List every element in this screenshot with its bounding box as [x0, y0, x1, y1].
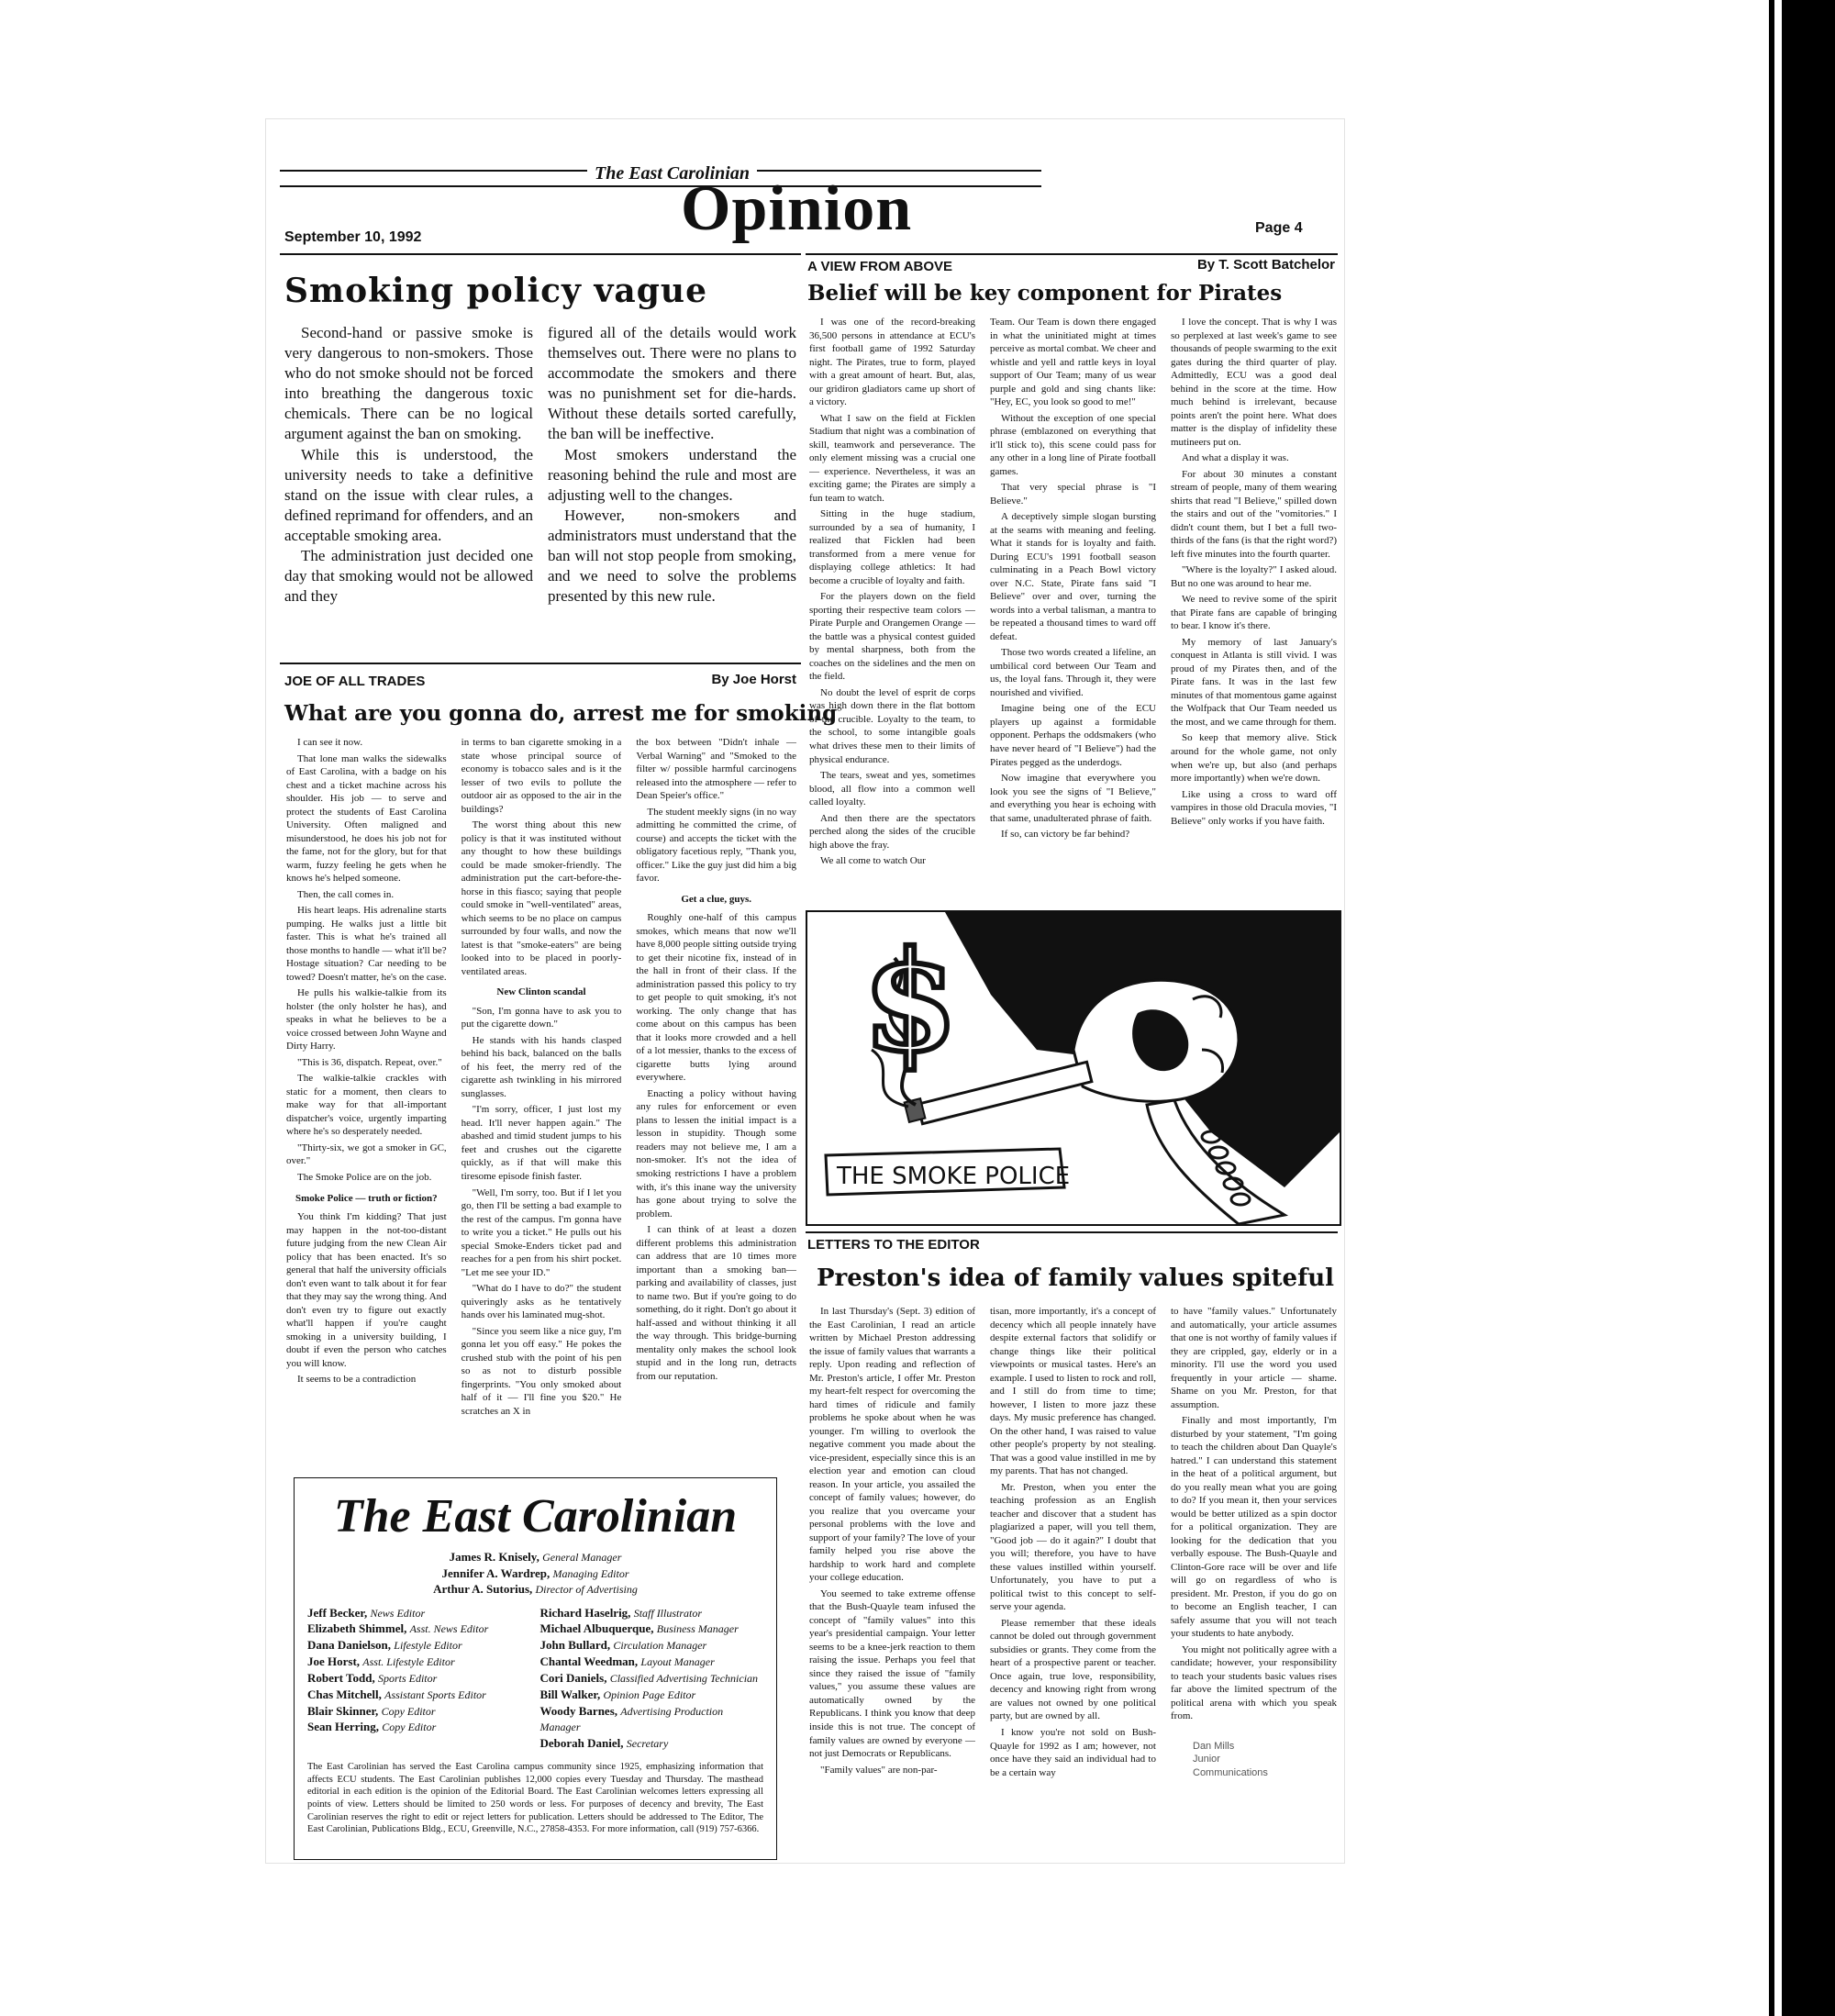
- cartoon-caption: THE SMOKE POLICE: [837, 1163, 1071, 1190]
- editorial-rule: [280, 253, 801, 255]
- joe-kicker: JOE OF ALL TRADES: [284, 674, 426, 689]
- joe-headline: What are you gonna do, arrest me for smoking: [284, 701, 838, 726]
- page-number: Page 4: [1255, 220, 1303, 236]
- masthead-rule-mid: [280, 185, 1041, 187]
- scott-byline: By T. Scott Batchelor: [1196, 257, 1335, 273]
- letters-col-1: In last Thursday's (Sept. 3) edition of the East Carolinian, I read an article written by Michael Preston addressing the issue of family values that warrants a reply. Upon reading and reflection of Mr. Preston's article, I offer Mr. Preston my heart-felt respect for overcoming the hard times of ridicule and family problems he spoke about when he was younger. I'm willing to overlook the negative comment you made about the vice-president, especially since this is an election year and emotion can cloud reason. In your article, you assailed the concept of family values; however, do you realize that you overcame your personal problems with the love and support of your family? The love of your family helped you rise above the hardship to work hard and complete your college education. You seemed to take extreme offense that the Bush-Quayle team infused the concept of "family values" into this year's presidential campaign. Your letter seems to be a knee-jerk reaction to them raising the issue. Perhaps you feel that since they raised the issue of "family values," you assume these values are automatically owned by the Republicans. I think you know that deep inside this is not true. The concept of family values are owned by everyone — not just Democrats or Republicans. "Family values" are non-par-: [809, 1306, 975, 1776]
- staff-top: James R. Knisely, General Manager Jennifer A. Wardrep, Managing Editor Arthur A. Sutorius, Director of Advertising: [433, 1550, 638, 1597]
- joe-byline: By Joe Horst: [711, 672, 796, 687]
- staff-right: Richard Haselrig, Staff Illustrator Michael Albuquerque, Business Manager John Bullard, Circulation Manager Chantal Weedman, Layout Manager Cori Daniels, Classified Advertising Technician Bill Walker, Opinion Page Editor Woody Barnes, Advertising Production Manager Deborah Daniel, Secretary: [539, 1605, 759, 1751]
- staff-box: [294, 1477, 777, 1860]
- joe-subhead-2: New Clinton scandal: [496, 986, 586, 998]
- scott-body: [809, 316, 1337, 903]
- staff-box-note: The East Carolinian has served the East Carolina campus community since 1925, emphasizing information that affects ECU students. The East Carolinian publishes 12,000 copies every Tuesday and Thursday. The masthead editorial in each edition is the opinion of the Editorial Board. The East Carolinian welcomes letters expressing all points of view. Letters should be limited to 250 words or less. For purposes of decency and brevity, The East Carolinian reserves the right to edit or reject letters for publication. Letters should be addressed to The Editor, The East Carolinian, Publications Bldg., ECU, Greenville, N.C., 27858-4353. For more information, call (919) 757-6366.: [307, 1762, 763, 1835]
- cartoon-drawing: [807, 912, 1340, 1224]
- staff-left: Jeff Becker, News Editor Elizabeth Shimmel, Asst. News Editor Dana Danielson, Lifestyle Editor Joe Horst, Asst. Lifestyle Editor Robert Todd, Sports Editor Chas Mitchell, Assistant Sports Editor Blair Skinner, Copy Editor Sean Herring, Copy Editor: [307, 1605, 489, 1734]
- dateline: September 10, 1992: [284, 229, 422, 245]
- letters-rule: [806, 1231, 1338, 1233]
- newspaper-page: [266, 119, 1344, 1863]
- scott-col-3: I love the concept. That is why I was so perplexed at last week's game to see thousands of people swarming to the exit gates during the third quarter of play. Admittedly, ECU was a good deal behind in the score at the time. How much behind is irrelevant, because points aren't the point here. What does matter is the display of infidelity these mutineers put on. And what a display it was. For about 30 minutes a constant stream of people, many of them wearing shirts that read "I Believe," spilled down the stairs and out of the "vomitories." I didn't count them, but I bet a full two-thirds of the fans (is that the right word?) left five minutes into the fourth quarter. "Where is the loyalty?" I asked aloud. But no one was around to hear me. We need to revive some of the spirit that Pirate fans are capable of bringing to bear. I know it's there. My memory of last January's conquest in Atlanta is still vivid. I was proud of my Pirates then, and of the Pirate fans. It was in the last few minutes of that momentous game against the Wolfpack that Our Team needed us the most, and we came through for them. So keep that memory alive. Stick around for the whole game, not only when we're up, but also (and perhaps more importantly) when we're down. Like using a cross to ward off vampires in those old Dracula movies, "I Believe" only works if you have faith.: [1171, 317, 1337, 827]
- joe-subhead-3: Get a clue, guys.: [681, 893, 752, 905]
- letters-headline: Preston's idea of family values spiteful: [817, 1264, 1335, 1292]
- scanner-border: [1782, 0, 1835, 2016]
- section-title: Opinion: [681, 173, 913, 244]
- letters-col-3: to have "family values." Unfortunately and automatically, your article assumes that one is not worthy of family values if they are crippled, gay, elderly or in a minority. I'll use the word you used frequently in your article — shame. Shame on you Mr. Preston, for that assumption. Finally and most importantly, I'm disturbed by your statement, "I'm going to teach the children about Dan Quayle's hatred." I can understand this statement in the heat of a political argument, but do you really mean what you are going to do? If you mean it, then your services would be better utilized as a spin doctor for a political organization. They are looking for the dedication that you verbally espouse. The Bush-Quayle and Clinton-Gore race will be over and life will go on regardless of who is president. Mr. Preston, if you do go on to become an English teacher, I can safely assume that you will not teach your students to hate anybody. You might not politically agree with a candidate; however, your responsibility to teach your students basic values rises far above the limited spectrum of the political arena with which you speak from. Dan Mills Junior Communications: [1171, 1306, 1337, 1778]
- joe-col-3: the box between "Didn't inhale — Verbal Warning" and "Smoked to the filter w/ possible harmful carcinogens released into the atmosphere — refer to Dean Speier's office." The student meekly signs (in no way admitting he committed the crime, of course) and accepts the ticket with the obligatory facetious reply, "Thank you, officer." Like the guy just did him a big favor. Get a clue, guys. Roughly one-half of this campus smokes, which means that now we'll have 8,000 people sitting outside trying to get their nicotine fix, instead of in the hall in front of their class. If the administration passed this policy to try to get people to quit smoking, it's not working. The only change that has come about on this campus has been that it looks more crowded and a hell of a lot messier, thanks to the excess of cigarette butts lying around everywhere. Enacting a policy without having any rules for enforcement or even plans to lessen the initial impact is a lesson in stupidity. Though some readers may not believe me, I am a non-smoker. It's not the idea of smoking restrictions I have a problem with, it's this inane way the university has gone about trying to solve the problem. I can think of at least a dozen different problems this administration can address that are 10 times more important than a smoking ban—parking and availability of classes, just to name two. But if you're going to do something, do it right. Don't go about it half-assed and without thinking it all the way through. This bridge-burning mentality only makes the school look stupid and in the long run, detracts from our reputation.: [636, 737, 797, 1382]
- joe-col-2: in terms to ban cigarette smoking in a state whose principal source of economy is tobacco sales and is it the lesser of two evils to pollute the outdoor air as opposed to the air in the buildings? The worst thing about this new policy is that it was instituted without any thought to how these buildings could be made smoker-friendly. The administration put the cart-before-the-horse in this fiasco; saying that people could smoke in "well-ventilated" areas, which seems to be no place on campus surrounded by four walls, and now the latest is that "smoke-eaters" are being looked into to be placed in poorly-ventilated areas. New Clinton scandal "Son, I'm gonna have to ask you to put the cigarette down." He stands with his hands clasped behind his back, balanced on the balls of his feet, the merry red of the cigarette ash twinkling in his mirrored sunglasses. "I'm sorry, officer, I just lost my head. It'll never happen again." The abashed and timid student jumps to his feet and crushes out the cigarette quickly, as if that will make this tiresome episode finish faster. "Well, I'm sorry, too. But if I let you go, then I'll be setting a bad example to the rest of the campus. I'm gonna have to write you a ticket." He pulls out his special Smoke-Enders ticket pad and reaches for a pen from his shirt pocket. "Let me see your ID." "What do I have to do?" the student quiveringly asks as he tentatively hands over his laminated mug-shot. "Since you seem like a nice guy, I'm gonna let you off easy." He pokes the crushed stub with the point of his pen so as not to disturb possible fingerprints. "You only smoked about half of it — I'll fine you $20." He scratches an X in: [461, 737, 622, 1417]
- editorial-body: [284, 323, 796, 652]
- joe-col-1: I can see it now. That lone man walks the sidewalks of East Carolina, with a badge on his chest and a ticket machine across his shoulder. His job — to serve and protect the students of East Carolina University. Often maligned and misunderstood, he does his job not for the fame, not for the glory, but for that warm, fuzzy feeling he gets when he knows he's helped someone. Then, the call comes in. His heart leaps. His adrenaline starts pumping. He walks just a little bit faster. This is what he's trained all those months to handle — what it'll be? Hostage situation? Car needing to be towed? Doesn't matter, he's on the case. He pulls his walkie-talkie from its holster (the only holster he has), and speaks in what he believes to be a voice crossed between John Wayne and Dirty Harry. "This is 36, dispatch. Repeat, over." The walkie-talkie crackles with static for a moment, then clears to make way for that all-important dispatcher's voice, urgently imparting where he's so desperately needed. "Thirty-six, we got a smoker in GC, over." The Smoke Police are on the job. Smoke Police — truth or fiction? You think I'm kidding? That just may happen in the not-too-distant future judging from the new Clean Air policy that has been enacted. It's so general that half the university officials don't even want to talk about it for fear that they may say the wrong thing. And don't even try to figure out exactly what'll happen if you're caught smoking in a university building, I doubt if even the person who catches you will know. It seems to be a contradiction: [286, 737, 447, 1386]
- scott-rule: [806, 253, 1338, 255]
- joe-body: [286, 736, 796, 1470]
- letters-col-2: tisan, more importantly, it's a concept of decency which all people innately have despite external factors that solidify or change things like their political viewpoints or musical tastes. Here's an example. I used to listen to rock and roll, and I still do from time to time; however, I listen to more jazz these days. My music preference has changed. On the other hand, I was raised to value other people's property by not stealing. That was a good value instilled in me by my parents. That has not changed. Mr. Preston, when you enter the teaching profession as an English teacher and discover that a student has plagiarized a paper, will you tell them, "Good job — do it again?" I doubt that you will; therefore, you have to have these values instilled within yourself. Unfortunately, you have to put a political twist to this concept to self-serve your agenda. Please remember that these ideals cannot be doled out through government subsidies or grants. They come from the heart of a prospective parent or teacher. Once again, true love, responsibility, decency and knowing right from wrong are values not owned by one political party, but are owned by all. I know you're not sold on Bush-Quayle for 1992 as I am; however, not once have they said an individual had to be a certain way: [990, 1306, 1156, 1778]
- paper-name: The East Carolinian: [587, 163, 757, 184]
- scott-col-2: Team. Our Team is down there engaged in what the uninitiated might at times perceive as mortal combat. We cheer and whistle and yell and rattle keys in loyal support of Our Team; many of us wear purple and gold and sing chants like: "Hey, EC, you look so good to me!" Without the exception of one special phrase (emblazoned on everything that it'll stick to), this scene could pass for any other in a long line of Pirate football games. That very special phrase is "I Believe." A deceptively simple slogan bursting at the seams with meaning and feeling. What it stands for is loyalty and faith. During ECU's 1991 football season culminating in a Peach Bowl victory over N.C. State, Pirate fans said "I Believe" over and over, turning the words into a verbal talisman, a mantra to be repeated a thousand times to ward off defeat. Those two words created a lifeline, an umbilical cord between Our Team and us, the loyal fans. Through it, they were nourished and vivified. Imagine being one of the ECU players up against a formidable opponent. Perhaps the oddsmakers (who have never heard of "I Believe") had the Pirates pegged as the underdogs. Now imagine that everywhere you look you see the signs of "I Believe," and everything you hear is echoing with that same, unadulterated phrase of faith. If so, can victory be far behind?: [990, 317, 1156, 841]
- joe-subhead-1: Smoke Police — truth or fiction?: [295, 1192, 438, 1204]
- scott-kicker: A VIEW FROM ABOVE: [807, 259, 953, 274]
- letter-signature: Dan Mills Junior Communications: [1193, 1740, 1268, 1778]
- letters-body: [809, 1305, 1337, 1855]
- editorial-col-1: Second-hand or passive smoke is very dangerous to non-smokers. Those who do not smoke should not be forced into breathing the dangerous toxic chemicals. There can be no logical argument against the ban on smoking. While this is understood, the university needs to take a definitive stand on the issue with clear rules, a defined reprimand for offenders, and an acceptable smoking area. The administration just decided one day that smoking would not be allowed and they: [284, 324, 533, 606]
- editorial-cartoon: [806, 910, 1341, 1226]
- editorial-col-2: figured all of the details would work themselves out. There were no plans to accommodate the smokers and there was no punishment set for die-hards. Without these details sorted carefully, the ban will be ineffective. Most smokers understand the reasoning behind the rule and most are adjusting well to the changes. However, non-smokers and administrators must understand that the ban will not stop people from smoking, and we need to solve the problems presented by this new rule.: [548, 324, 796, 606]
- scott-col-1: I was one of the record-breaking 36,500 persons in attendance at ECU's first football game of 1992 Saturday night. The Pirates, true to form, played with a great amount of heart. But, alas, our gridiron gladiators came up short of a victory. What I saw on the field at Ficklen Stadium that night was a combination of skill, teamwork and perseverance. The only element missing was a crucial one — experience. Nevertheless, it was an exciting game; the Pirates are simply a fun team to watch. Sitting in the huge stadium, surrounded by a sea of humanity, I realized that Ficklen had been transformed from a mere venue for displaying college athletics: It had become a crucible of loyalty and faith. For the players down on the field sporting their respective team colors — Pirate Purple and Orangemen Orange — the battle was a physical contest guided by mental sharpness, both from the coaches on the sidelines and the men on the field. No doubt the level of esprit de corps was high down there in the flat bottom of the crucible. Loyalty to the team, to the school, to some intangible goals what drives these men to their limits of physical endurance. The tears, sweat and yes, sometimes blood, all flow into a common well called loyalty. And then there are the spectators perched along the sides of the crucible high above the fray. We all come to watch Our: [809, 317, 975, 867]
- staff-list: [295, 1598, 776, 1752]
- staff-box-title: The East Carolinian: [333, 1490, 738, 1543]
- joe-rule: [280, 663, 801, 664]
- scott-headline: Belief will be key component for Pirates: [807, 281, 1283, 306]
- editorial-headline: Smoking policy vague: [284, 272, 707, 310]
- dollar-sign-icon: $: [862, 921, 959, 1083]
- letters-kicker: LETTERS TO THE EDITOR: [807, 1237, 980, 1253]
